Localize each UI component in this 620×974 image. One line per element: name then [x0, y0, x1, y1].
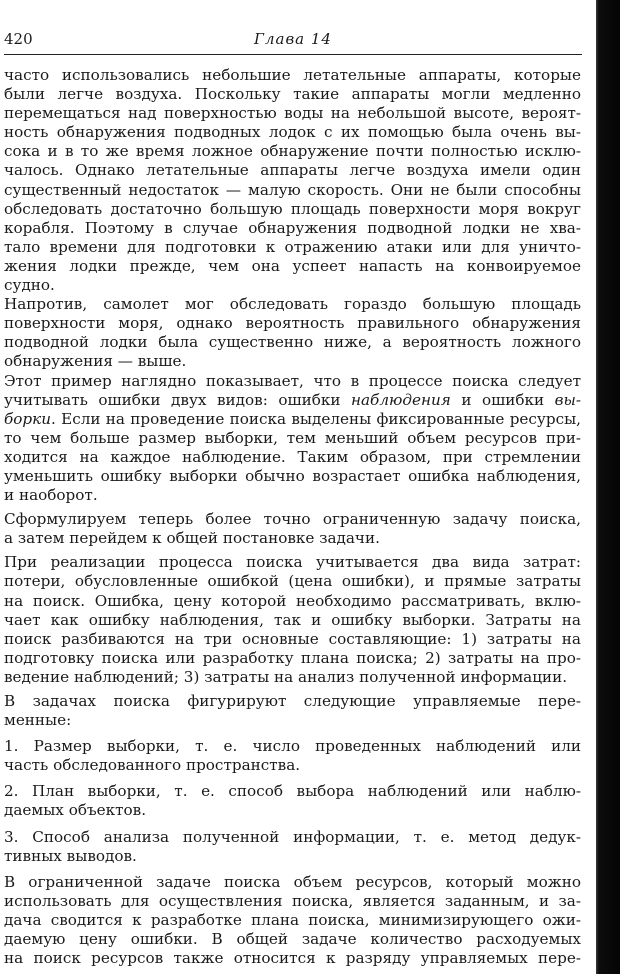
text-line: [4, 429, 581, 448]
spacer: [4, 730, 581, 737]
spacer: [4, 866, 581, 873]
paragraph: [4, 372, 581, 506]
text-line: чает как ошибку наблюдения, так и ошибку выборки. Затраты на: [4, 610, 581, 629]
text-run: ходится на каждое наблюдение. Таким образом, при стремлении: [4, 447, 581, 466]
text-line: корабля. Поэтому в случае обнаружения подводной лодки не хва-: [4, 218, 581, 237]
text-line: менные:: [4, 711, 72, 730]
list-item: [4, 828, 581, 866]
text-line: Сформулируем теперь более точно ограниченную задачу поиска,: [4, 510, 581, 529]
text-line: на поиск ресурсов также относится к разряду управляемых пере-: [4, 949, 581, 968]
italic-term: наблюдения: [351, 390, 451, 409]
text-line: [4, 448, 581, 467]
text-line: сока и в то же время ложное обнаружение почти полностью исклю-: [4, 142, 581, 161]
spacer: [4, 775, 581, 782]
text-line: В задачах поиска фигурируют следующие управляемые пере-: [4, 692, 581, 710]
page-number: 420: [4, 30, 33, 48]
text-run: и ошибки: [450, 390, 555, 409]
text-line: судно.: [4, 276, 55, 295]
header-rule: [4, 54, 582, 55]
text-line: 1. Размер выборки, т. е. число проведенных наблюдений или: [4, 737, 581, 756]
text-line: даемую цену ошибки. В общей задаче количество расходуемых: [4, 930, 581, 949]
page-edge-shadow: [596, 0, 620, 974]
text-line: [4, 391, 581, 410]
text-line: поверхности моря, однако вероятность правильного обнаружения: [4, 314, 581, 333]
italic-term: борки: [4, 409, 51, 428]
text-line: подводной лодки была существенно ниже, а вероятность ложного: [4, 333, 581, 352]
text-line: обследовать достаточно большую площадь поверхности моря вокруг: [4, 199, 581, 218]
paragraph: [4, 66, 581, 295]
text-line: а затем перейдем к общей постановке задачи.: [4, 529, 380, 548]
text-line: тивных выводов.: [4, 846, 137, 865]
paragraph: [4, 692, 581, 730]
text-run: Этот пример наглядно показывает, что в процессе поиска следует: [4, 371, 581, 390]
text-run: . Если на проведение поиска выделены фиксированные ресурсы,: [51, 409, 581, 428]
text-line: Напротив, самолет мог обследовать гораздо большую площадь: [4, 295, 581, 314]
italic-term: вы-: [554, 390, 582, 409]
text-line: ность обнаружения подводных лодок с их помощью была очень вы-: [4, 123, 581, 142]
text-line: 3. Способ анализа полученной информации, т. е. метод дедук-: [4, 827, 581, 846]
text-run: и наоборот.: [4, 486, 98, 505]
text-line: [4, 372, 581, 391]
text-line: подготовку поиска или разработку плана поиска; 2) затраты на про-: [4, 648, 581, 667]
text-line: тало времени для подготовки к отражению атаки или для уничто-: [4, 237, 581, 256]
text-line: часть обследованного пространства.: [4, 756, 301, 775]
paragraph: [4, 553, 581, 687]
list-item: [4, 782, 581, 820]
list-item: [4, 737, 581, 775]
text-line: ведение наблюдений; 3) затраты на анализ полученной информации.: [4, 667, 568, 686]
paragraph: [4, 295, 581, 371]
paragraph: [4, 510, 581, 548]
text-line: были легче воздуха. Поскольку такие аппараты могли медленно: [4, 85, 581, 104]
text-line: существенный недостаток — малую скорость. Они не были способны: [4, 180, 581, 199]
text-run: учитывать ошибки двух видов: ошибки: [4, 390, 351, 409]
running-title: Глава 14: [254, 30, 332, 48]
text-run: то чем больше размер выборки, тем меньший объем ресурсов при-: [4, 428, 581, 447]
text-line: 2. План выборки, т. е. способ выбора наблюдений или наблю-: [4, 782, 581, 801]
text-line: потери, обусловленные ошибкой (цена ошибки), и прямые затраты: [4, 572, 581, 591]
text-line: обнаружения — выше.: [4, 352, 187, 371]
text-line: [4, 410, 581, 429]
spacer: [4, 821, 581, 828]
paragraph: [4, 873, 581, 968]
text-line: часто использовались небольшие летательные аппараты, которые: [4, 66, 581, 84]
text-run: уменьшить ошибку выборки обычно возрастает ошибка наблюдения,: [4, 466, 581, 485]
text-line: [4, 467, 581, 486]
text-line: При реализации процесса поиска учитывается два вида затрат:: [4, 553, 581, 572]
text-line: даемых объектов.: [4, 801, 147, 820]
text-line: В ограниченной задаче поиска объем ресурсов, который можно: [4, 872, 581, 891]
text-line: на поиск. Ошибка, цену которой необходимо рассматривать, вклю-: [4, 591, 581, 610]
text-line: использовать для осуществления поиска, является заданным, и за-: [4, 891, 581, 910]
page-body: [4, 66, 581, 968]
text-line: чалось. Однако летательные аппараты легче воздуха имели один: [4, 161, 581, 180]
page-header: [4, 30, 582, 54]
text-line: жения лодки прежде, чем она успеет напасть на конвоируемое: [4, 256, 581, 275]
text-line: [4, 486, 581, 505]
text-line: дача сводится к разработке плана поиска, минимизирующего ожи-: [4, 910, 581, 929]
text-line: перемещаться над поверхностью воды на небольшой высоте, вероят-: [4, 104, 581, 123]
text-line: поиск разбиваются на три основные составляющие: 1) затраты на: [4, 629, 581, 648]
